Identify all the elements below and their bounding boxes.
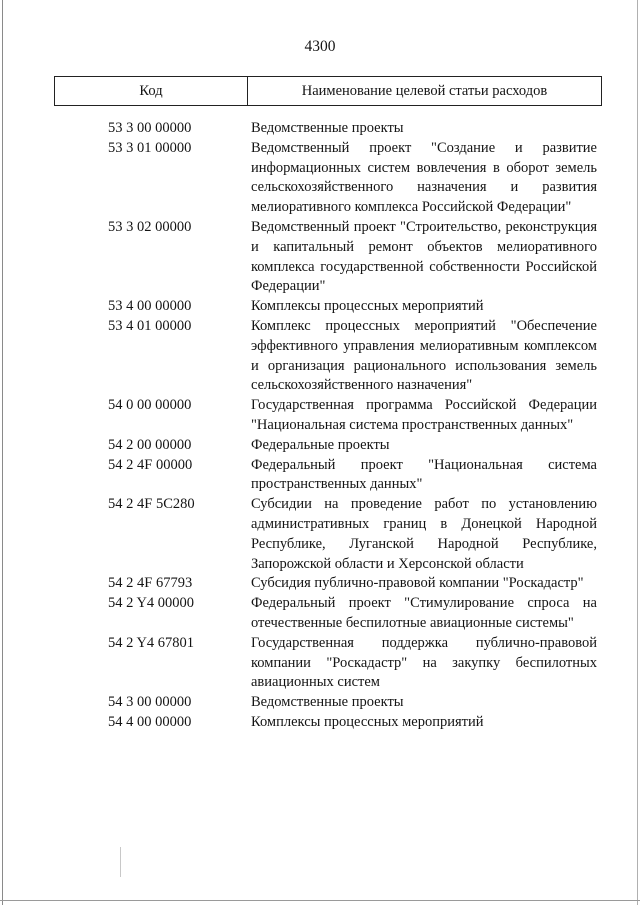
row-name: Государственная поддержка публично-правовой компании "Роскадастр" на закупку беспилотных авиационных систем bbox=[251, 634, 597, 691]
row-code: 53 4 00 00000 bbox=[108, 298, 192, 315]
page-bottom-edge bbox=[0, 900, 640, 901]
table-row bbox=[0, 456, 640, 496]
table-row bbox=[0, 218, 640, 297]
table-row bbox=[0, 139, 640, 218]
header-name: Наименование целевой статьи расходов bbox=[301, 82, 548, 99]
table-row bbox=[0, 396, 640, 436]
row-code: 54 2 00 00000 bbox=[108, 436, 192, 453]
row-name: Федеральный проект "Стимулирование спроса на отечественные беспилотные авиационные системы" bbox=[251, 595, 597, 631]
row-code: 53 3 02 00000 bbox=[108, 218, 192, 235]
row-name: Комплексы процессных мероприятий bbox=[251, 298, 484, 315]
row-name: Федеральные проекты bbox=[251, 436, 390, 453]
row-code: 54 2 Y4 00000 bbox=[108, 595, 195, 612]
table-row bbox=[0, 119, 640, 139]
row-code: 54 2 4F 67793 bbox=[108, 575, 193, 592]
table-row bbox=[0, 634, 640, 693]
row-name: Ведомственный проект "Создание и развитие информационных систем вовлечения в оборот земель сельскохозяйственного назначения и развития мелиоративного комплекса Российской Федерации" bbox=[251, 139, 597, 216]
table-row bbox=[0, 436, 640, 456]
row-code: 54 2 4F 00000 bbox=[108, 456, 193, 473]
table-body bbox=[0, 119, 640, 733]
table-header bbox=[54, 76, 602, 106]
row-name: Комплексы процессных мероприятий bbox=[251, 713, 484, 730]
table-row bbox=[0, 574, 640, 594]
row-name: Ведомственные проекты bbox=[251, 694, 404, 711]
table-row bbox=[0, 495, 640, 574]
row-name: Комплекс процессных мероприятий "Обеспечение эффективного управления мелиоративным комплексом и организация рационального использования земель сельскохозяйственного назначения" bbox=[251, 317, 597, 394]
row-name: Ведомственный проект "Строительство, реконструкция и капитальный ремонт объектов мелиоративного комплекса государственной собственности Российской Федерации" bbox=[251, 218, 597, 295]
table-row bbox=[0, 317, 640, 396]
row-code: 54 4 00 00000 bbox=[108, 713, 192, 730]
row-code: 54 2 4F 5C280 bbox=[108, 496, 195, 513]
row-code: 54 3 00 00000 bbox=[108, 694, 192, 711]
row-name: Субсидии на проведение работ по установлению административных границ в Донецкой Народной Республике, Луганской Народной Республике, Запорожской области и Херсонской области bbox=[251, 496, 597, 572]
table-row bbox=[0, 713, 640, 733]
header-code: Код bbox=[55, 77, 248, 105]
row-code: 53 3 00 00000 bbox=[108, 120, 192, 136]
row-name: Ведомственные проекты bbox=[251, 120, 404, 136]
row-code: 53 3 01 00000 bbox=[108, 139, 192, 156]
table-row bbox=[0, 297, 640, 317]
table-row bbox=[0, 594, 640, 634]
scan-mark bbox=[120, 847, 121, 877]
row-code: 54 2 Y4 67801 bbox=[108, 634, 195, 651]
table-row bbox=[0, 693, 640, 713]
row-code: 53 4 01 00000 bbox=[108, 317, 192, 334]
row-name: Государственная программа Российской Федерации "Национальная система пространственных данных" bbox=[251, 397, 597, 433]
row-code: 54 0 00 00000 bbox=[108, 397, 192, 414]
row-name: Федеральный проект "Национальная система пространственных данных" bbox=[251, 456, 597, 493]
page-number: 4300 bbox=[304, 38, 336, 55]
row-name: Субсидия публично-правовой компании "Роскадастр" bbox=[251, 575, 584, 592]
